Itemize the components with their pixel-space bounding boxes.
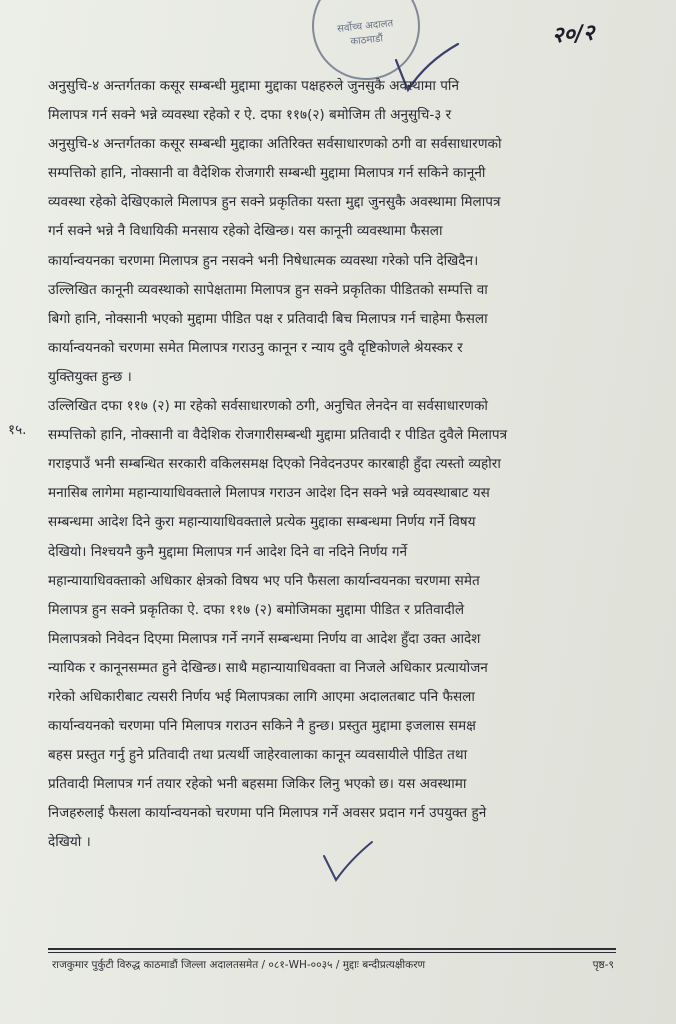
- text-line: कार्यान्वयनका चरणमा मिलापत्र हुन नसक्ने भनी निषेधात्मक व्यवस्था गरेको पनि देखिदैन।: [48, 252, 479, 269]
- footer-page-number: पृष्ठ-९: [592, 959, 614, 971]
- text-line: महान्यायाधिवक्ताको अधिकार क्षेत्रको विषय भए पनि फैसला कार्यान्वयनका चरणमा समेत: [48, 572, 480, 589]
- footer-rule: [48, 948, 616, 950]
- text-line: गर्न सक्ने भन्ने नै विधायिकी मनसाय रहेको देखिन्छ। यस कानूनी व्यवस्थामा फैसला: [48, 223, 443, 240]
- text-line: निजहरुलाई फैसला कार्यान्वयनको चरणमा पनि मिलापत्र गर्ने अवसर प्रदान गर्न उपयुक्त हुने: [48, 805, 487, 822]
- text-line: मिलापत्र गर्न सक्ने भन्ने व्यवस्था रहेको र ऐ. दफा ११७(२) बमोजिम ती अनुसुचि-३ र: [48, 107, 452, 124]
- text-line: मिलापत्रको निवेदन दिएमा मिलापत्र गर्ने नगर्ने सम्बन्धमा निर्णय वा आदेश हुँदा उक्त आदेश: [48, 630, 481, 647]
- court-seal-text: सर्वोच्च अदालत काठमाडौं: [336, 18, 394, 48]
- text-line: उल्लिखित दफा ११७ (२) मा रहेको सर्वसाधारणको ठगी, अनुचित लेनदेन वा सर्वसाधारणको: [48, 398, 488, 415]
- text-line: देखियो। निश्चयनै कुनै मुद्दामा मिलापत्र गर्न आदेश दिने वा नदिने निर्णय गर्ने: [48, 543, 408, 560]
- footer-case-reference: राजकुमार पुर्कुटी विरुद्ध काठमाडौं जिल्ला अदालतसमेत / ०८१-WH-००३५ / मुद्दाः बन्दीप्रत्यक्षीकरण: [52, 959, 426, 971]
- text-line: मिलापत्र हुन सक्ने प्रकृतिका ऐ. दफा ११७ (२) बमोजिमका मुद्दामा पीडित र प्रतिवादीले: [48, 601, 465, 618]
- page-footer: [52, 958, 614, 972]
- text-line: युक्तियुक्त हुन्छ ।: [48, 368, 132, 385]
- body-text: [48, 72, 632, 858]
- footer-rule: [48, 952, 616, 953]
- text-line: व्यवस्था रहेको देखिएकाले मिलापत्र हुन सक्ने प्रकृतिका यस्ता मुद्दा जुनसुकै अवस्थामा मिलापत्र: [48, 194, 501, 211]
- text-line: बहस प्रस्तुत गर्नु हुने प्रतिवादी तथा प्रत्यर्थी जाहेरवालाका कानून व्यवसायीले पीडित तथा: [48, 747, 468, 764]
- text-line: सम्पत्तिको हानि, नोक्सानी वा वैदेशिक रोजगारीसम्बन्धी मुद्दामा प्रतिवादी र पीडित दुवैले मिलापत्र: [48, 427, 508, 444]
- handwritten-page-reference: २०/२: [551, 19, 596, 49]
- text-line: बिगो हानि, नोक्सानी भएको मुद्दामा पीडित पक्ष र प्रतिवादी बिच मिलापत्र गर्न चाहेमा फैसला: [48, 310, 488, 327]
- paragraph-number: १५.: [8, 422, 27, 438]
- text-line: अनुसुचि-४ अन्तर्गतका कसूर सम्बन्धी मुद्दाका अतिरिक्त सर्वसाधारणको ठगी वा सर्वसाधारणको: [48, 136, 502, 153]
- text-line: सम्पत्तिको हानि, नोक्सानी वा वैदेशिक रोजगारी सम्बन्धी मुद्दामा मिलापत्र गर्न सकिने कानूनी: [48, 165, 486, 182]
- text-line: गरेको अधिकारीबाट त्यसरी निर्णय भई मिलापत्रका लागि आएमा अदालतबाट पनि फैसला: [48, 688, 475, 705]
- text-line: अनुसुचि-४ अन्तर्गतका कसूर सम्बन्धी मुद्दामा मुद्दाका पक्षहरुले जुनसुकै अवस्थामा पनि: [48, 78, 459, 94]
- text-line: सम्बन्धमा आदेश दिने कुरा महान्यायाधिवक्ताले प्रत्येक मुद्दाका सम्बन्धमा निर्णय गर्ने विषय: [48, 514, 476, 531]
- text-line: प्रतिवादी मिलापत्र गर्न तयार रहेको भनी बहसमा जिकिर लिनु भएको छ। यस अवस्थामा: [48, 776, 467, 793]
- text-line: देखियो ।: [48, 834, 91, 851]
- text-line: कार्यान्वयनको चरणमा पनि मिलापत्र गराउन सकिने नै हुन्छ। प्रस्तुत मुद्दामा इजलास समक्ष: [48, 718, 476, 735]
- text-line: मनासिब लागेमा महान्यायाधिवक्ताले मिलापत्र गराउन आदेश दिन सक्ने भन्ने व्यवस्थाबाट यस: [48, 485, 490, 502]
- text-line: उल्लिखित कानूनी व्यवस्थाको सापेक्षतामा मिलापत्र हुन सक्ने प्रकृतिका पीडितको सम्पत्ति वा: [48, 281, 488, 298]
- text-line: कार्यान्वयनको चरणमा समेत मिलापत्र गराउनु कानून र न्याय दुवै दृष्टिकोणले श्रेयस्कर र: [48, 339, 463, 356]
- text-line: न्यायिक र कानूनसम्मत हुने देखिन्छ। साथै महान्यायाधिवक्ता वा निजले अधिकार प्रत्यायोजन: [48, 659, 488, 676]
- text-line: गराइपाउँ भनी सम्बन्धित सरकारी वकिलसमक्ष दिएको निवेदनउपर कारबाही हुँदा त्यस्तो व्यहोरा: [48, 456, 501, 473]
